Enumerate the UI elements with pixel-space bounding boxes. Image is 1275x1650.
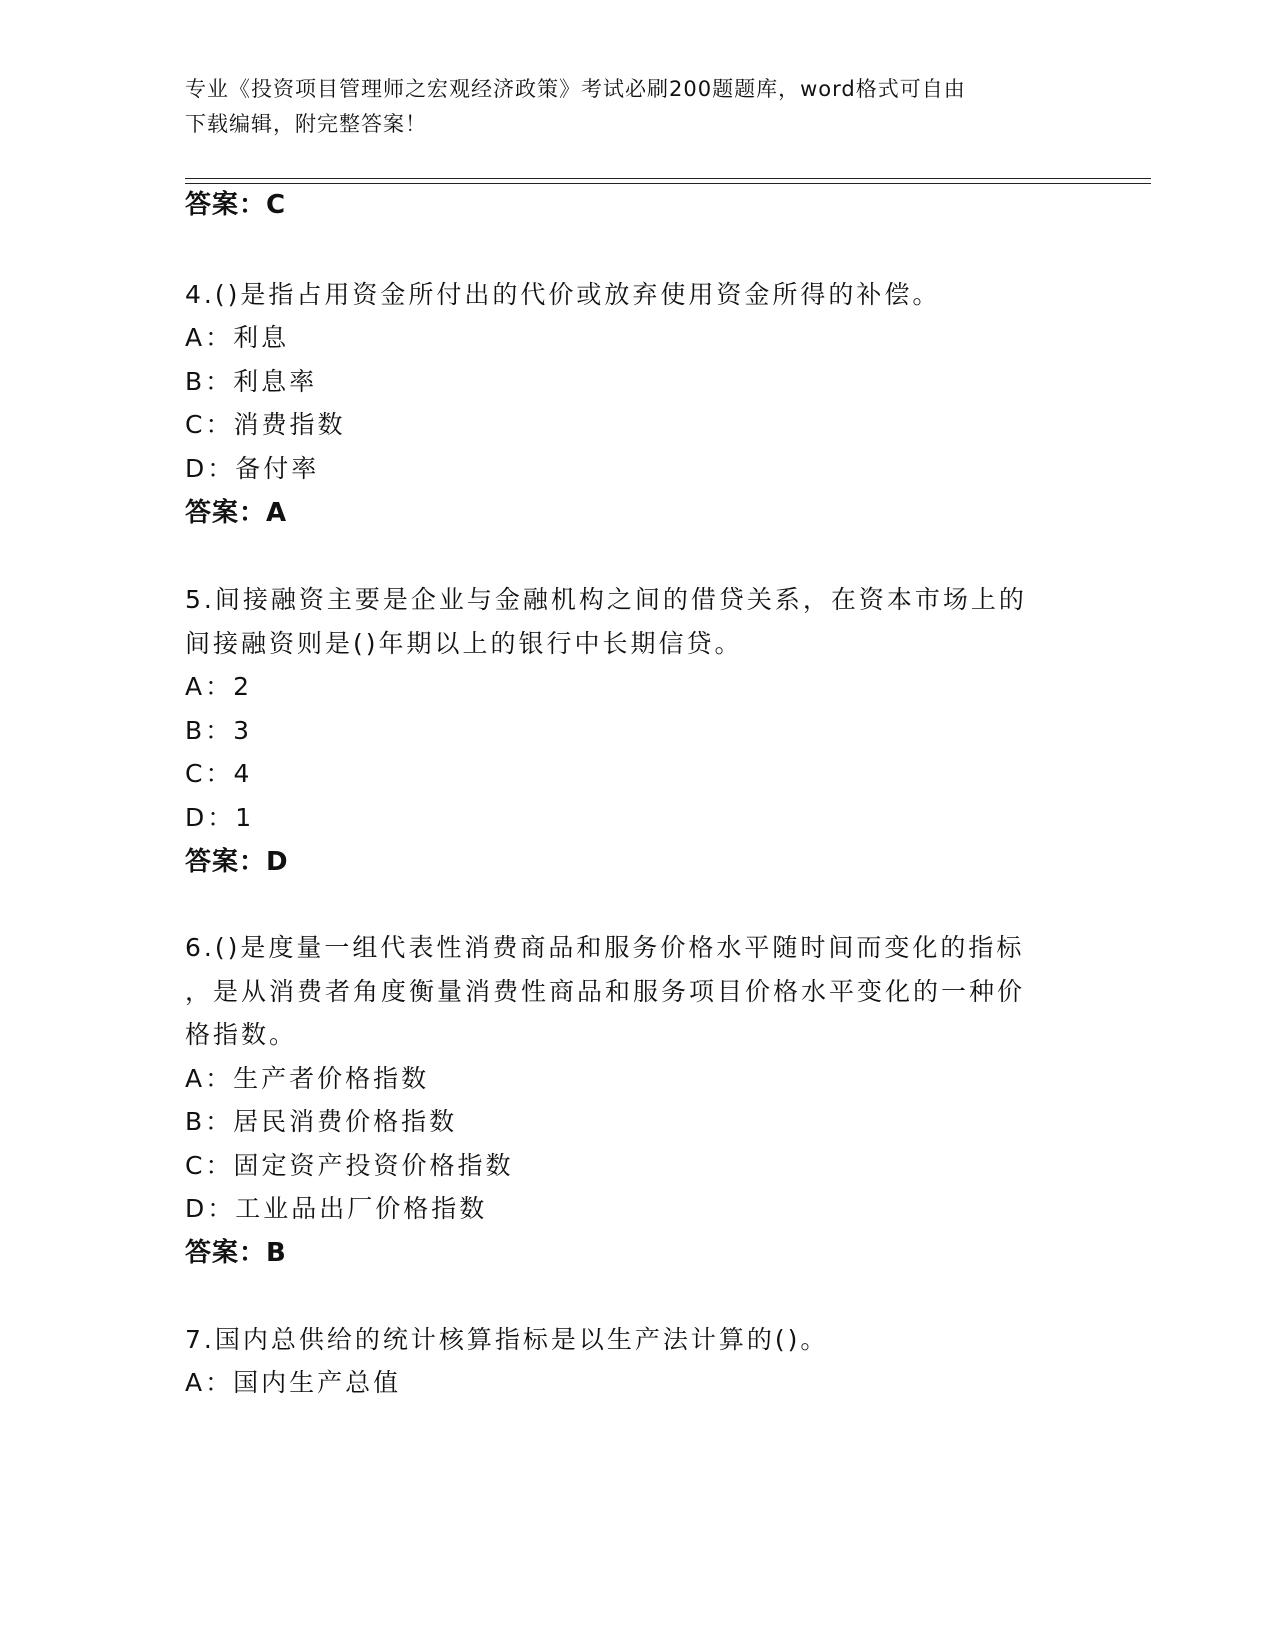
header-divider-top: [185, 178, 1151, 179]
question-5-option-a: A：2: [185, 672, 253, 701]
question-5-text-line-2: 间接融资则是()年期以上的银行中长期信贷。: [185, 629, 743, 658]
question-5-option-b: B：3: [185, 716, 253, 745]
header-line-2: 下载编辑，附完整答案！: [185, 112, 427, 136]
question-4-option-b: B：利息率: [185, 367, 318, 396]
question-4-text: 4.()是指占用资金所付出的代价或放弃使用资金所得的补偿。: [185, 280, 941, 309]
question-6-text-line-2: ，是从消费者角度衡量消费性商品和服务项目价格水平变化的一种价: [185, 977, 1026, 1006]
question-5-option-c: C：4: [185, 759, 253, 788]
question-6-option-c: C：固定资产投资价格指数: [185, 1151, 514, 1180]
previous-answer: 答案：C: [185, 190, 287, 220]
question-5-answer: 答案：D: [185, 847, 289, 877]
question-6-option-a: A：生产者价格指数: [185, 1064, 430, 1093]
question-7-option-a: A：国内生产总值: [185, 1368, 402, 1397]
question-7-text: 7.国内总供给的统计核算指标是以生产法计算的()。: [185, 1325, 829, 1354]
question-6-option-b: B：居民消费价格指数: [185, 1107, 458, 1136]
question-6-text-line-1: 6.()是度量一组代表性消费商品和服务价格水平随时间而变化的指标: [185, 933, 1025, 962]
question-6-option-d: D：工业品出厂价格指数: [185, 1194, 488, 1223]
question-6-text-line-3: 格指数。: [185, 1020, 298, 1049]
document-header: [185, 72, 1065, 142]
question-5-option-d: D：1: [185, 803, 255, 832]
question-6-answer: 答案：B: [185, 1238, 287, 1268]
header-divider-bottom: [185, 183, 1151, 184]
question-5-text-line-1: 5.间接融资主要是企业与金融机构之间的借贷关系，在资本市场上的: [185, 585, 1027, 614]
question-4-option-c: C：消费指数: [185, 410, 346, 439]
header-line-1: 专业《投资项目管理师之宏观经济政策》考试必刷200题题库，word格式可自由: [185, 77, 966, 101]
question-4-option-d: D：备付率: [185, 454, 320, 483]
question-4-answer: 答案：A: [185, 498, 288, 528]
question-4-option-a: A：利息: [185, 323, 290, 352]
